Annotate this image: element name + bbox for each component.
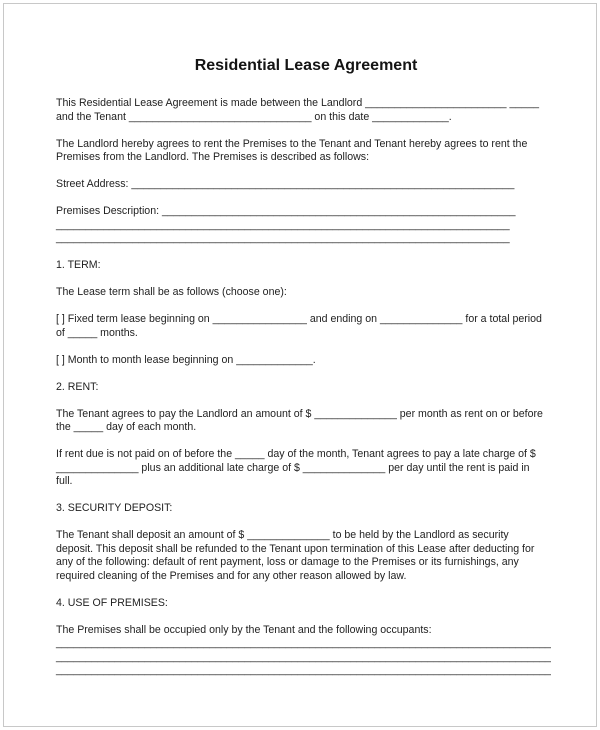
paragraph-month-to-month-option [56, 354, 556, 368]
paragraph-occupants [56, 624, 556, 678]
text-line: 1. TERM: [56, 259, 101, 271]
text-line: The Premises shall be occupied only by the Tenant and the following occupants: [56, 623, 432, 636]
text-line: the _____ day of each month. [56, 421, 197, 433]
text-line: Street Address: _________________________________________________________________ [56, 178, 515, 190]
paragraph-section-4-use-of-premises-heading [56, 597, 556, 611]
text-line: Premises from the Landlord. The Premises is described as follows: [56, 151, 370, 163]
paragraph-street-address [56, 178, 556, 192]
paragraph-fixed-term-option [56, 313, 556, 340]
text-line: The Landlord hereby agrees to rent the Premises to the Tenant and Tenant hereby agrees to rent the [56, 137, 528, 150]
text-line: ____________________________________________________________________________________ [56, 664, 551, 676]
text-line: This Residential Lease Agreement is made between the Landlord ________________________ _____ [56, 97, 539, 109]
paragraph-late-charge [56, 448, 556, 489]
text-line: ______________ plus an additional late charge of $ ______________ per day until the rent is paid in [56, 461, 530, 474]
paragraph-intro [56, 97, 556, 124]
paragraph-landlord-agrees [56, 138, 556, 165]
text-line: _____________________________________________________________________________ [56, 232, 510, 244]
paragraph-rent-amount [56, 408, 556, 435]
text-line: Premises Description: ____________________________________________________________ [56, 205, 516, 217]
text-line: deposit. This deposit shall be refunded to the Tenant upon termination of this Lease after deducting for [56, 542, 535, 555]
paragraph-section-1-term-heading [56, 259, 556, 273]
text-line: ____________________________________________________________________________________ [56, 637, 551, 649]
text-line: ____________________________________________________________________________________ [56, 650, 551, 663]
paragraph-section-3-security-deposit-heading [56, 502, 556, 516]
text-line: [ ] Month to month lease beginning on _____________. [56, 353, 316, 366]
text-line: The Tenant shall deposit an amount of $ ______________ to be held by the Landlord as security [56, 529, 509, 541]
text-line: _____________________________________________________________________________ [56, 218, 510, 231]
text-line: of _____ months. [56, 326, 138, 339]
text-line: The Lease term shall be as follows (choose one): [56, 286, 287, 298]
text-line: required cleaning of the Premises and for any other reason allowed by law. [56, 569, 407, 582]
text-line: full. [56, 475, 73, 487]
text-line: 3. SECURITY DEPOSIT: [56, 502, 173, 514]
document-title: Residential Lease Agreement [194, 57, 418, 74]
text-line: 4. USE OF PREMISES: [56, 596, 168, 609]
text-line: The Tenant agrees to pay the Landlord an amount of $ ______________ per month as rent on or before [56, 407, 543, 420]
document-body [56, 97, 556, 678]
text-line: [ ] Fixed term lease beginning on ________________ and ending on ______________ for a total period [56, 313, 542, 325]
paragraph-section-2-rent-heading [56, 381, 556, 395]
text-line: 2. RENT: [56, 380, 99, 393]
document-page [3, 3, 597, 727]
paragraph-premises-description [56, 205, 556, 246]
text-line: any of the following: default of rent payment, loss or damage to the Premises or its furnishings, any [56, 556, 519, 568]
paragraph-lease-term-intro [56, 286, 556, 300]
text-line: If rent due is not paid on of before the _____ day of the month, Tenant agrees to pay a late charge of $ [56, 448, 536, 460]
paragraph-security-deposit [56, 529, 556, 583]
text-line: and the Tenant _______________________________ on this date _____________. [56, 110, 452, 123]
